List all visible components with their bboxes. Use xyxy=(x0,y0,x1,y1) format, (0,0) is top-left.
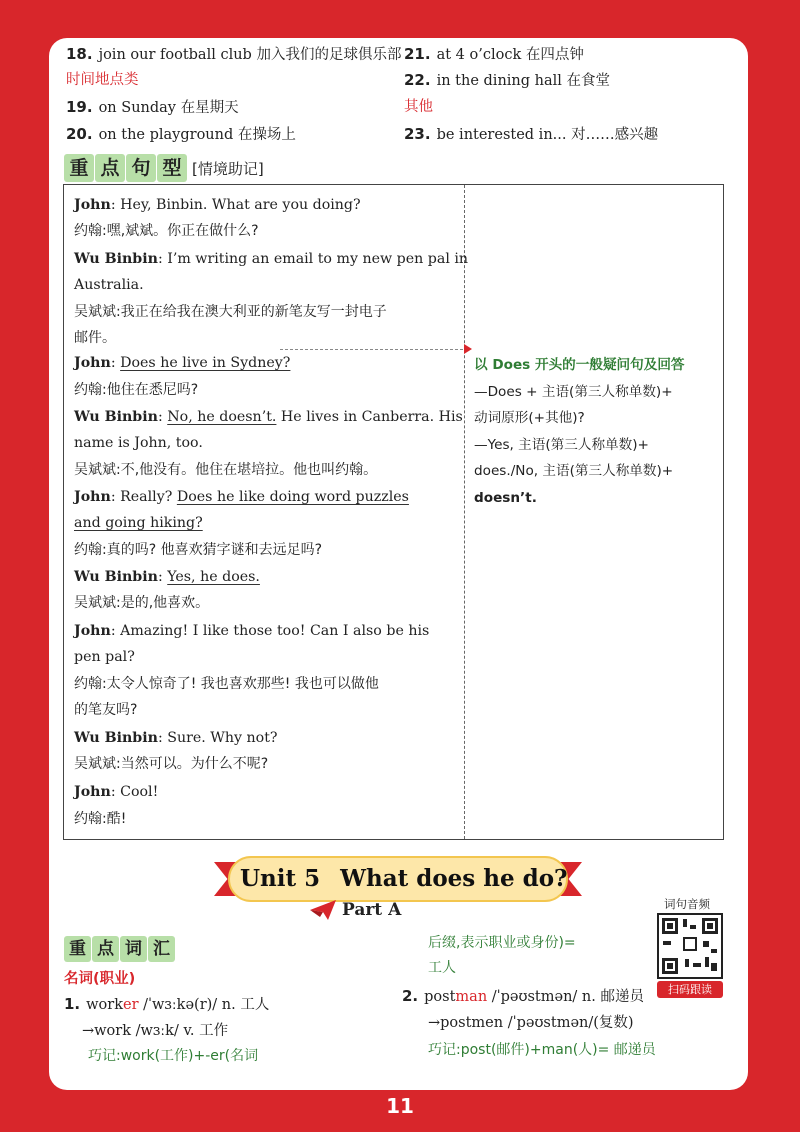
list-item: 21. at 4 o’clock 在四点钟 xyxy=(404,45,584,63)
scan-read-button[interactable]: 扫码跟读 xyxy=(657,981,723,998)
dialog-translation: 约翰:太令人惊奇了! 我也喜欢那些! 我也可以做他 xyxy=(74,676,379,692)
category-label: 时间地点类 xyxy=(66,72,139,88)
list-item: 18. join our football club 加入我们的足球俱乐部 xyxy=(66,45,402,63)
grammar-note-line: —Yes, 主语(第三人称单数)+ xyxy=(474,437,649,453)
dialog-line: Wu Binbin: No, he doesn’t. He lives in Canberra. His xyxy=(74,409,463,425)
dialog-line: John: Cool! xyxy=(74,784,159,800)
page-number: 11 xyxy=(386,1094,414,1118)
dialog-translation: 约翰:他住在悉尼吗? xyxy=(74,382,199,398)
dialog-translation: 吴斌斌:不,他没有。他住在堪培拉。他也叫约翰。 xyxy=(74,462,378,478)
grammar-note-line: —Does + 主语(第三人称单数)+ xyxy=(474,384,673,400)
dialog-line: name is John, too. xyxy=(74,435,203,451)
dialog-translation: 邮件。 xyxy=(74,330,116,346)
dialog-line: Australia. xyxy=(74,277,144,293)
list-item: 19. on Sunday 在星期天 xyxy=(66,98,239,116)
list-item: 23. be interested in... 对……感兴趣 xyxy=(404,125,659,143)
grammar-note-line: 动词原形(+其他)? xyxy=(474,410,585,426)
vocab-tip: 后缀,表示职业或身份)= xyxy=(428,935,576,951)
vocab-tip: 巧记:work(工作)+-er(名词 xyxy=(88,1048,259,1064)
paper-plane-icon xyxy=(310,900,336,920)
dialog-translation: 约翰:嘿,斌斌。你正在做什么? xyxy=(74,223,259,239)
dialog-translation: 约翰:真的吗? 他喜欢猜字谜和去远足吗? xyxy=(74,542,323,558)
heading-char: 重 xyxy=(64,154,94,182)
dialog-translation: 吴斌斌:是的,他喜欢。 xyxy=(74,595,210,611)
unit-title: Unit 5 What does he do? xyxy=(228,856,568,902)
vocab-tip: 工人 xyxy=(428,960,456,976)
vocab-section-heading xyxy=(64,936,176,962)
dialog-line: pen pal? xyxy=(74,649,135,665)
heading-char: 重 xyxy=(64,936,91,962)
category-label: 其他 xyxy=(404,99,433,115)
pointer-line xyxy=(280,349,468,350)
vocab-derivation: →work /wɜːk/ v. 工作 xyxy=(82,1023,229,1039)
dialog-box xyxy=(63,184,724,840)
dialog-line: John: Amazing! I like those too! Can I also be his xyxy=(74,623,430,639)
vocab-derivation: →postmen /ˈpəʊstmən/(复数) xyxy=(428,1015,634,1031)
heading-char: 型 xyxy=(157,154,187,182)
grammar-note-line: does./No, 主语(第三人称单数)+ xyxy=(474,463,674,479)
qr-label: 词句音频 xyxy=(664,897,710,911)
dialog-translation: 吴斌斌:我正在给我在澳大利亚的新笔友写一封电子 xyxy=(74,304,387,320)
vocab-entry: 2. postman /ˈpəʊstmən/ n. 邮递员 xyxy=(402,987,644,1005)
vocab-category: 名词(职业) xyxy=(64,971,136,987)
grammar-note-line: doesn’t. xyxy=(474,490,537,506)
dialog-line: and going hiking? xyxy=(74,515,203,531)
vocab-tip: 巧记:post(邮件)+man(人)= 邮递员 xyxy=(428,1042,656,1058)
dialog-line: John: Does he live in Sydney? xyxy=(74,355,291,371)
list-item: 22. in the dining hall 在食堂 xyxy=(404,71,611,89)
list-item: 20. on the playground 在操场上 xyxy=(66,125,296,143)
dialog-line: Wu Binbin: I’m writing an email to my new pen pal in xyxy=(74,251,469,267)
dialog-line: John: Hey, Binbin. What are you doing? xyxy=(74,197,361,213)
dialog-line: Wu Binbin: Yes, he does. xyxy=(74,569,260,585)
qr-code-icon[interactable] xyxy=(657,913,723,979)
heading-char: 点 xyxy=(95,154,125,182)
grammar-note-title: 以 Does 开头的一般疑问句及回答 xyxy=(474,357,685,373)
arrow-icon xyxy=(464,344,472,354)
heading-char: 汇 xyxy=(148,936,175,962)
dialog-translation: 吴斌斌:当然可以。为什么不呢? xyxy=(74,756,269,772)
dialog-translation: 的笔友吗? xyxy=(74,702,138,718)
part-heading: Part A xyxy=(310,900,401,920)
dialog-line: John: Really? Does he like doing word puzzles xyxy=(74,489,409,505)
heading-char: 词 xyxy=(120,936,147,962)
column-divider xyxy=(464,185,465,839)
sentence-section-heading xyxy=(64,154,264,182)
dialog-line: Wu Binbin: Sure. Why not? xyxy=(74,730,278,746)
heading-char: 点 xyxy=(92,936,119,962)
dialog-translation: 约翰:酷! xyxy=(74,811,127,827)
heading-note: [情境助记] xyxy=(192,159,264,178)
vocab-entry: 1. worker /ˈwɜːkə(r)/ n. 工人 xyxy=(64,995,270,1013)
unit-banner xyxy=(228,856,568,902)
heading-char: 句 xyxy=(126,154,156,182)
